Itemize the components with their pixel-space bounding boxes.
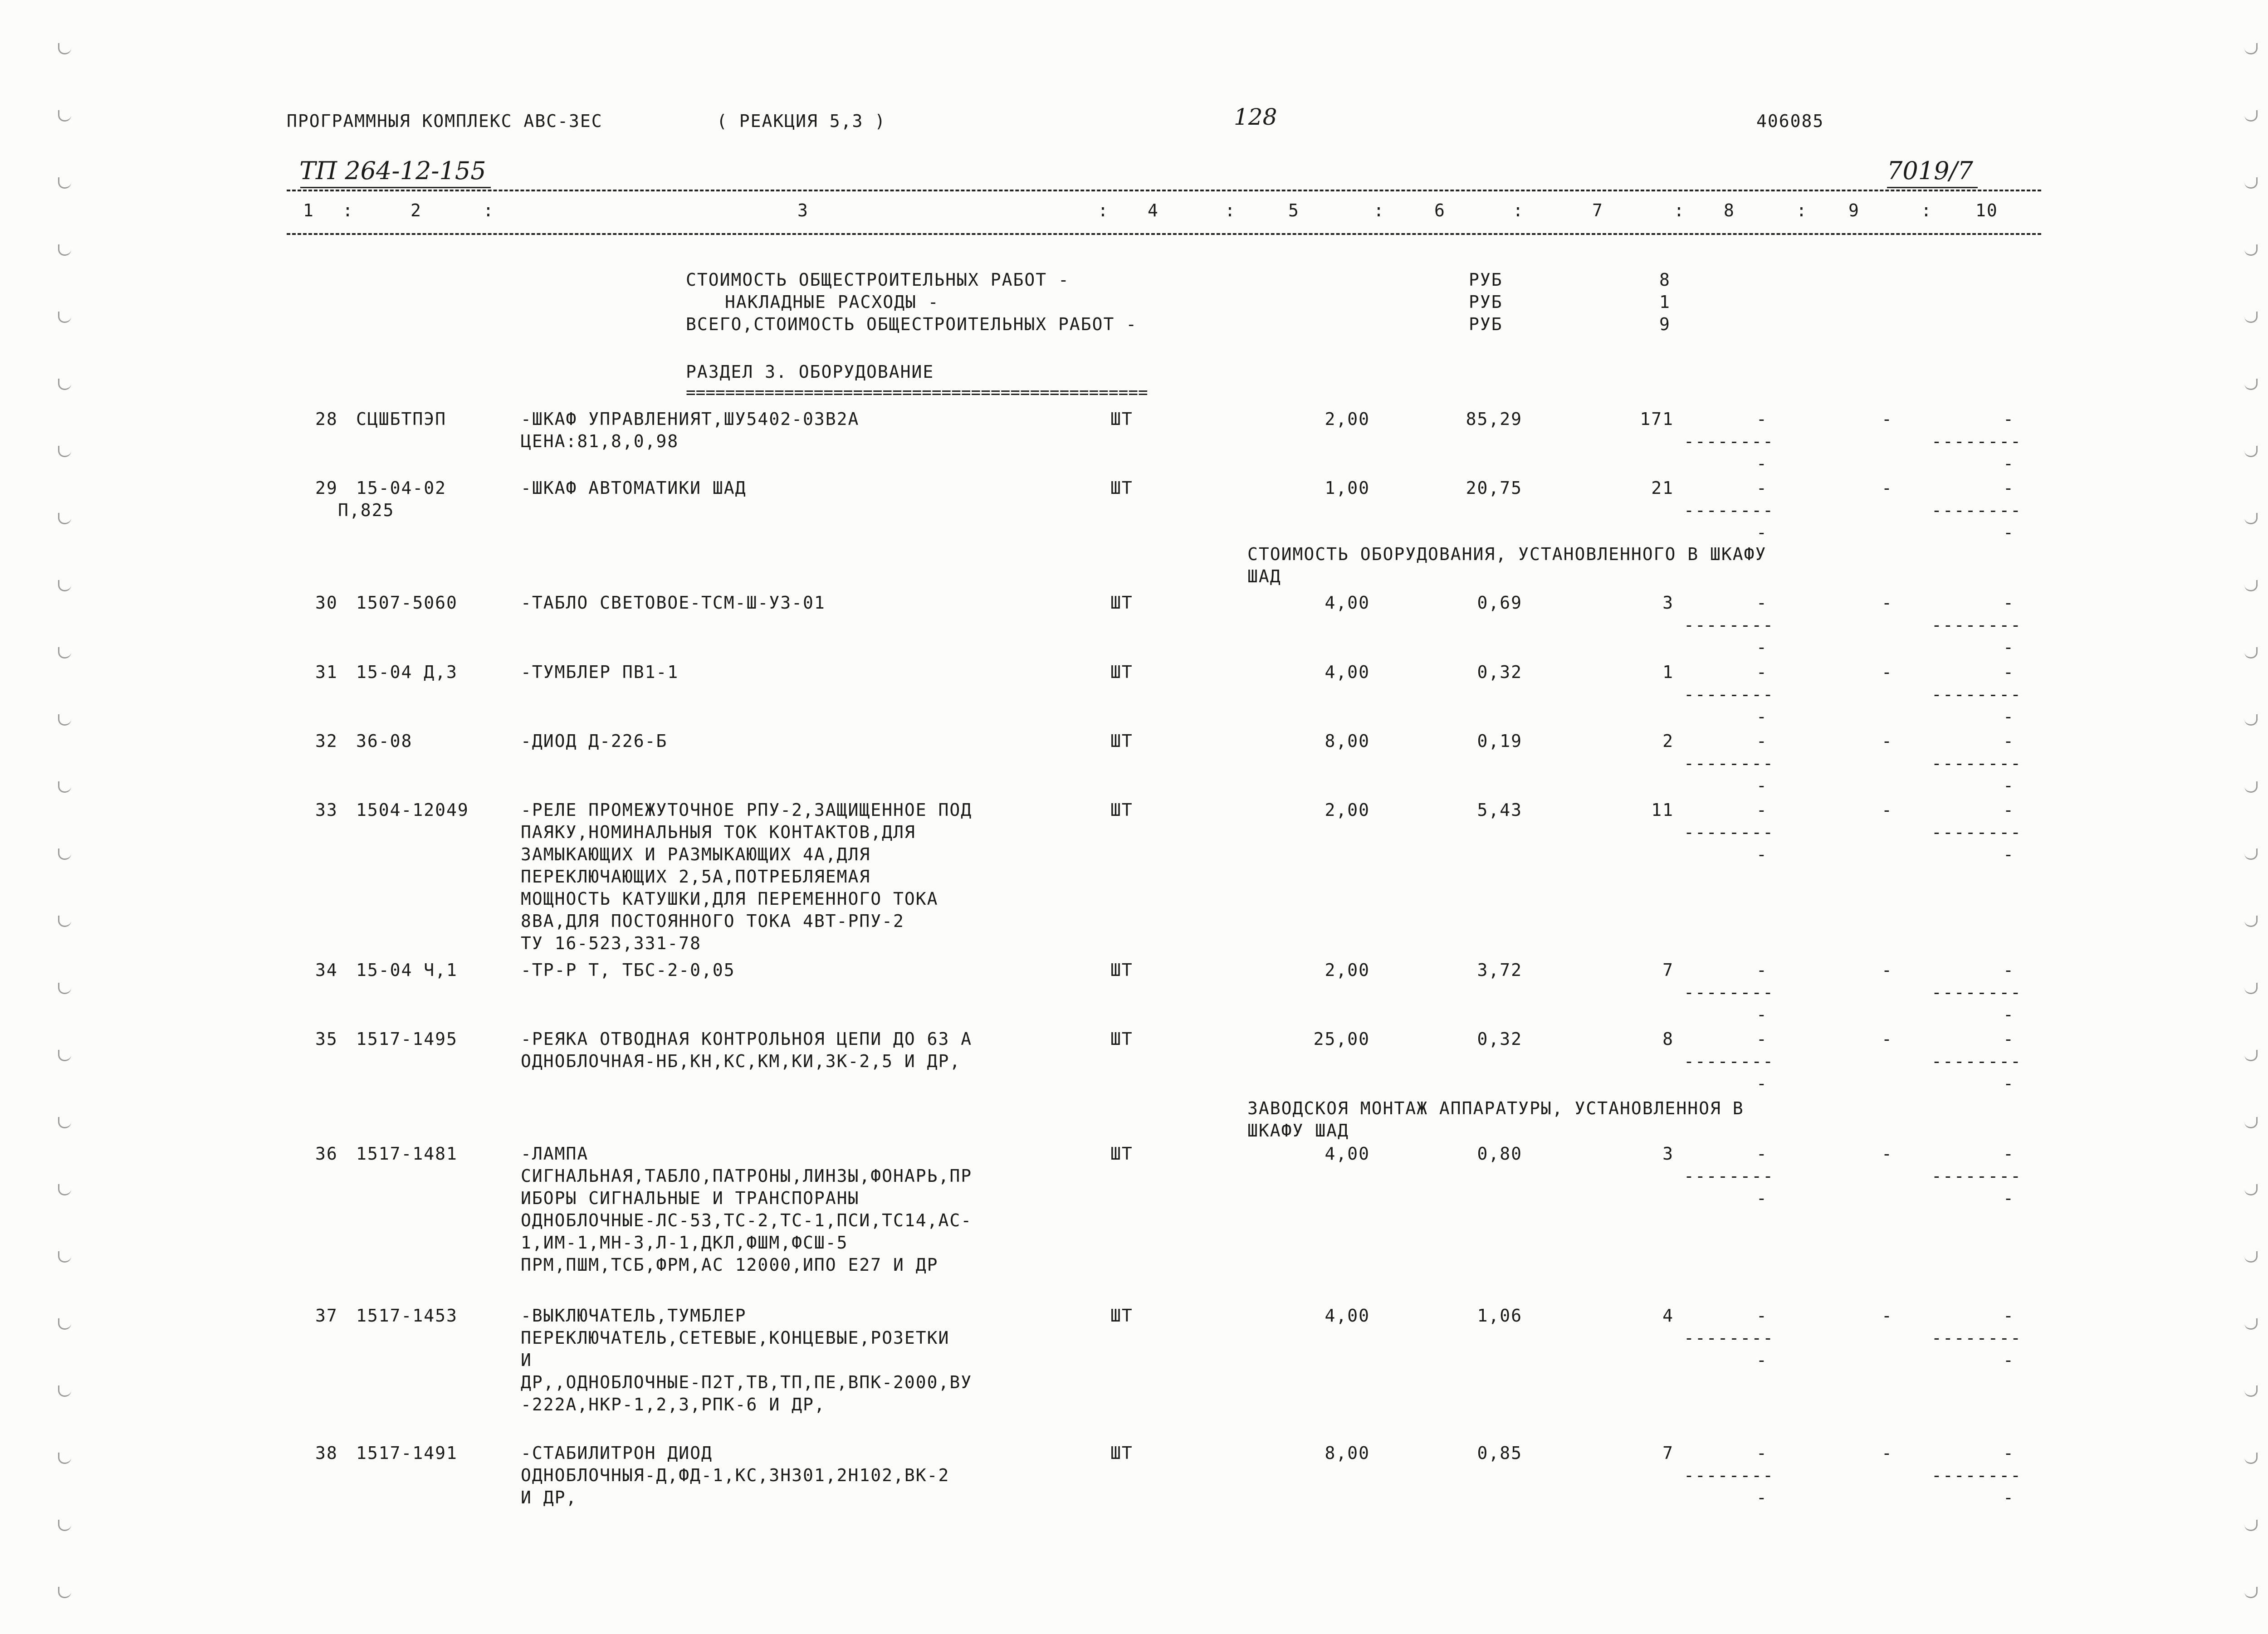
- item-description: -ВЫКЛЮЧАТЕЛЬ,ТУМБЛЕР: [521, 1306, 747, 1326]
- perforation-hole: [58, 1587, 71, 1598]
- item-total: 4: [1662, 1306, 1674, 1326]
- total-value: 8: [1659, 270, 1671, 290]
- empty-mark: --------: [1684, 982, 1774, 1002]
- item-description: -ЛАМПА: [521, 1144, 589, 1164]
- perforation-hole: [58, 43, 71, 54]
- empty-mark: -: [2003, 662, 2014, 682]
- item-code: 15-04 Д,3: [356, 662, 458, 682]
- item-number: 38: [315, 1443, 338, 1463]
- item-description: -ТАБЛО СВЕТОВОЕ-ТСМ-Ш-У3-01: [521, 593, 826, 613]
- empty-mark: -: [1882, 662, 1893, 682]
- perforation-hole: [58, 849, 71, 860]
- empty-mark: --------: [1931, 982, 2022, 1002]
- item-unit: ШТ: [1110, 409, 1133, 429]
- perforation-hole: [58, 1184, 71, 1195]
- perforation-hole: [2244, 781, 2258, 793]
- item-qty: 25,00: [1313, 1029, 1370, 1049]
- item-description: ТУ 16-523,331-78: [521, 933, 702, 953]
- empty-mark: -: [2003, 637, 2014, 657]
- column-number: 6: [1434, 200, 1446, 220]
- empty-mark: -: [1756, 1005, 1768, 1024]
- empty-mark: -: [1882, 593, 1893, 613]
- item-description: -РЕЯКА ОТВОДНАЯ КОНТРОЛЬНОЯ ЦЕПИ ДО 63 А: [521, 1029, 973, 1049]
- column-separator: :: [1674, 200, 1685, 220]
- item-qty: 8,00: [1325, 731, 1370, 751]
- perforation-hole: [58, 983, 71, 994]
- item-description: -222А,НКР-1,2,3,РПК-6 И ДР,: [521, 1395, 826, 1415]
- empty-mark: -: [2003, 731, 2014, 751]
- perforation-hole: [58, 312, 71, 323]
- item-code: 1517-1491: [356, 1443, 458, 1463]
- perforation-hole: [2244, 1587, 2258, 1598]
- item-description: 1,ИМ-1,МН-3,Л-1,ДКЛ,ФШМ,ФСШ-5: [521, 1233, 848, 1253]
- empty-mark: --------: [1931, 615, 2022, 635]
- column-separator: :: [1921, 200, 1932, 220]
- perforation-hole: [2244, 43, 2258, 54]
- perforation-hole: [2244, 1050, 2258, 1061]
- perforation-hole: [2244, 916, 2258, 927]
- empty-mark: -: [1882, 409, 1893, 429]
- perforation-hole: [2244, 580, 2258, 591]
- total-label: ВСЕГО,СТОИМОСТЬ ОБЩЕСТРОИТЕЛЬНЫХ РАБОТ -: [686, 314, 1138, 334]
- item-code: СЦШБТПЭП: [356, 409, 447, 429]
- perforation-hole: [2244, 177, 2258, 189]
- empty-mark: -: [2003, 960, 2014, 980]
- note-line: ЗАВОДСКОЯ МОНТАЖ АППАРАТУРЫ, УСТАНОВЛЕННОЯ В: [1247, 1098, 1744, 1118]
- item-unit: ШТ: [1110, 731, 1133, 751]
- item-description: -РЕЛЕ ПРОМЕЖУТОЧНОЕ РПУ-2,ЗАЩИЩЕННОЕ ПОД: [521, 800, 973, 820]
- empty-mark: -: [2003, 478, 2014, 498]
- item-price: 0,85: [1477, 1443, 1522, 1463]
- empty-mark: -: [2003, 707, 2014, 727]
- item-total: 171: [1640, 409, 1674, 429]
- column-separator: :: [342, 200, 354, 220]
- empty-mark: --------: [1684, 1328, 1774, 1348]
- note-line: СТОИМОСТЬ ОБОРУДОВАНИЯ, УСТАНОВЛЕННОГО В ШКАФУ: [1247, 544, 1767, 564]
- item-unit: ШТ: [1110, 1029, 1133, 1049]
- perforation-hole: [58, 513, 71, 524]
- empty-mark: --------: [1931, 684, 2022, 704]
- item-number: 35: [315, 1029, 338, 1049]
- column-separator: :: [1098, 200, 1109, 220]
- item-description: -ТР-Р Т, ТБС-2-0,05: [521, 960, 735, 980]
- item-total: 21: [1651, 478, 1674, 498]
- note-line: ШКАФУ ШАД: [1247, 1121, 1349, 1141]
- item-price: 0,32: [1477, 1029, 1522, 1049]
- section-title: РАЗДЕЛ 3. ОБОРУДОВАНИЕ: [686, 362, 934, 382]
- item-description: ДР,,ОДНОБЛОЧНЫЕ-П2Т,ТВ,ТП,ПЕ,ВПК-2000,ВУ: [521, 1372, 973, 1392]
- item-price: 0,80: [1477, 1144, 1522, 1164]
- item-description: -ДИОД Д-226-Б: [521, 731, 668, 751]
- perforation-hole: [58, 1453, 71, 1464]
- item-price: 0,19: [1477, 731, 1522, 751]
- item-unit: ШТ: [1110, 478, 1133, 498]
- perforation-hole: [58, 916, 71, 927]
- perforation-hole: [58, 1385, 71, 1397]
- perforation-hole: [2244, 983, 2258, 994]
- item-qty: 4,00: [1325, 593, 1370, 613]
- item-code: 15-04-02: [356, 478, 447, 498]
- empty-mark: -: [2003, 1005, 2014, 1024]
- perforation-hole: [2244, 647, 2258, 658]
- section-underline: ===============================================: [686, 383, 1148, 402]
- perforation-hole: [2244, 1318, 2258, 1330]
- item-description: И ДР,: [521, 1488, 577, 1507]
- item-code: 1507-5060: [356, 593, 458, 613]
- perforation-hole: [2244, 110, 2258, 122]
- empty-mark: --------: [1931, 753, 2022, 773]
- empty-mark: --------: [1684, 753, 1774, 773]
- item-description: 8ВА,ДЛЯ ПОСТОЯННОГО ТОКА 4ВТ-РПУ-2: [521, 911, 904, 931]
- empty-mark: -: [1756, 1306, 1768, 1326]
- perforation-hole: [2244, 849, 2258, 860]
- empty-mark: -: [1756, 731, 1768, 751]
- perforation-hole: [2244, 513, 2258, 524]
- item-price: 0,32: [1477, 662, 1522, 682]
- sheet-reference: 7019/7: [1887, 156, 1973, 185]
- item-number: 29: [315, 478, 338, 498]
- item-number: 36: [315, 1144, 338, 1164]
- project-code-underline: [300, 187, 491, 188]
- column-number: 10: [1975, 200, 1998, 220]
- header-rule-bottom: [287, 233, 2041, 235]
- empty-mark: --------: [1684, 684, 1774, 704]
- item-code: 1517-1481: [356, 1144, 458, 1164]
- empty-mark: --------: [1684, 1051, 1774, 1071]
- item-price: 3,72: [1477, 960, 1522, 980]
- perforation-hole: [2244, 446, 2258, 457]
- item-code: 1504-12049: [356, 800, 469, 820]
- sheet-reference-underline: [1887, 187, 1978, 188]
- empty-mark: -: [2003, 409, 2014, 429]
- empty-mark: -: [1756, 522, 1768, 542]
- item-number: 34: [315, 960, 338, 980]
- item-unit: ШТ: [1110, 800, 1133, 820]
- empty-mark: --------: [1684, 615, 1774, 635]
- perforation-hole: [2244, 244, 2258, 256]
- item-description: -ШКАФ УПРАВЛЕНИЯТ,ШУ5402-03В2А: [521, 409, 860, 429]
- empty-mark: -: [1756, 844, 1768, 864]
- perforation-hole: [58, 714, 71, 726]
- column-number: 1: [303, 200, 314, 220]
- empty-mark: -: [2003, 454, 2014, 473]
- empty-mark: -: [1756, 478, 1768, 498]
- empty-mark: -: [2003, 776, 2014, 795]
- empty-mark: --------: [1684, 822, 1774, 842]
- item-total: 3: [1662, 1144, 1674, 1164]
- header-rule-top: [287, 190, 2041, 191]
- item-description: ПЕРЕКЛЮЧАЮЩИХ 2,5А,ПОТРЕБЛЯЕМАЯ: [521, 867, 871, 887]
- item-price: 5,43: [1477, 800, 1522, 820]
- item-qty: 2,00: [1325, 800, 1370, 820]
- item-number: 31: [315, 662, 338, 682]
- perforation-hole: [58, 110, 71, 122]
- empty-mark: --------: [1931, 1328, 2022, 1348]
- edition-label: ( РЕАКЦИЯ 5,3 ): [717, 111, 886, 131]
- note-line: ШАД: [1247, 566, 1281, 586]
- perforation-hole: [58, 1318, 71, 1330]
- empty-mark: --------: [1931, 1465, 2022, 1485]
- item-description: ОДНОБЛОЧНАЯ-НБ,КН,КС,КМ,КИ,ЗК-2,5 И ДР,: [521, 1051, 961, 1071]
- item-number: 37: [315, 1306, 338, 1326]
- item-total: 7: [1662, 960, 1674, 980]
- item-number: 32: [315, 731, 338, 751]
- empty-mark: -: [1756, 1350, 1768, 1370]
- perforation-hole: [2244, 312, 2258, 323]
- item-description: -ШКАФ АВТОМАТИКИ ШАД: [521, 478, 747, 498]
- column-separator: :: [1796, 200, 1808, 220]
- empty-mark: -: [1882, 960, 1893, 980]
- empty-mark: -: [2003, 1073, 2014, 1093]
- perforation-hole: [58, 244, 71, 256]
- empty-mark: -: [1882, 800, 1893, 820]
- empty-mark: -: [1756, 454, 1768, 473]
- perforation-hole: [58, 379, 71, 390]
- column-number: 5: [1288, 200, 1300, 220]
- item-code: П,825: [338, 500, 395, 520]
- empty-mark: -: [2003, 1488, 2014, 1507]
- empty-mark: --------: [1931, 1051, 2022, 1071]
- item-qty: 4,00: [1325, 662, 1370, 682]
- empty-mark: --------: [1684, 431, 1774, 451]
- perforation-hole: [2244, 1453, 2258, 1464]
- empty-mark: -: [1756, 593, 1768, 613]
- empty-mark: -: [2003, 1443, 2014, 1463]
- item-description: ПРМ,ПШМ,ТСБ,ФРМ,АС 12000,ИПО Е27 И ДР: [521, 1255, 938, 1275]
- page-number: 128: [1234, 104, 1277, 130]
- item-total: 8: [1662, 1029, 1674, 1049]
- item-description: СИГНАЛЬНАЯ,ТАБЛО,ПАТРОНЫ,ЛИНЗЫ,ФОНАРЬ,ПР: [521, 1166, 973, 1186]
- perforation-hole: [58, 580, 71, 591]
- item-description: ОДНОБЛОЧНЫЯ-Д,ФД-1,КС,3Н301,2Н102,ВК-2: [521, 1465, 950, 1485]
- item-description: ЦЕНА:81,8,0,98: [521, 431, 679, 451]
- empty-mark: -: [2003, 800, 2014, 820]
- item-description: И: [521, 1350, 532, 1370]
- program-name: ПРОГРАММНЫЯ КОМПЛЕКС АВС-3ЕС: [287, 111, 603, 131]
- empty-mark: --------: [1931, 431, 2022, 451]
- item-code: 1517-1495: [356, 1029, 458, 1049]
- empty-mark: -: [2003, 844, 2014, 864]
- item-price: 85,29: [1466, 409, 1522, 429]
- item-number: 28: [315, 409, 338, 429]
- perforation-hole: [2244, 714, 2258, 726]
- item-description: ПАЯКУ,НОМИНАЛЬНЫЯ ТОК КОНТАКТОВ,ДЛЯ: [521, 822, 916, 842]
- item-description: МОЩНОСТЬ КАТУШКИ,ДЛЯ ПЕРЕМЕННОГО ТОКА: [521, 889, 938, 909]
- item-description: -ТУМБЛЕР ПВ1-1: [521, 662, 679, 682]
- column-number: 4: [1148, 200, 1159, 220]
- empty-mark: -: [1882, 731, 1893, 751]
- item-unit: ШТ: [1110, 1443, 1133, 1463]
- empty-mark: -: [1756, 800, 1768, 820]
- empty-mark: -: [1756, 776, 1768, 795]
- empty-mark: -: [1882, 478, 1893, 498]
- item-qty: 8,00: [1325, 1443, 1370, 1463]
- item-total: 1: [1662, 662, 1674, 682]
- item-code: 1517-1453: [356, 1306, 458, 1326]
- perforation-hole: [58, 1117, 71, 1128]
- empty-mark: -: [1756, 1488, 1768, 1507]
- empty-mark: -: [1882, 1144, 1893, 1164]
- item-price: 0,69: [1477, 593, 1522, 613]
- perforation-hole: [2244, 1184, 2258, 1195]
- column-separator: :: [1513, 200, 1524, 220]
- perforation-hole: [2244, 1385, 2258, 1397]
- empty-mark: -: [1756, 409, 1768, 429]
- column-separator: :: [1374, 200, 1385, 220]
- empty-mark: -: [1756, 1073, 1768, 1093]
- total-value: 9: [1659, 314, 1671, 334]
- column-number: 7: [1592, 200, 1603, 220]
- item-description: ОДНОБЛОЧНЫЕ-ЛС-53,ТС-2,ТС-1,ПСИ,ТС14,АС-: [521, 1210, 973, 1230]
- perforation-hole: [58, 781, 71, 793]
- item-price: 20,75: [1466, 478, 1522, 498]
- item-qty: 2,00: [1325, 960, 1370, 980]
- empty-mark: -: [2003, 1306, 2014, 1326]
- total-value: 1: [1659, 292, 1671, 312]
- empty-mark: -: [2003, 1144, 2014, 1164]
- item-qty: 4,00: [1325, 1144, 1370, 1164]
- total-unit: РУБ: [1469, 314, 1503, 334]
- perforation-hole: [58, 1251, 71, 1263]
- column-number: 3: [797, 200, 809, 220]
- item-qty: 2,00: [1325, 409, 1370, 429]
- item-price: 1,06: [1477, 1306, 1522, 1326]
- empty-mark: -: [1756, 637, 1768, 657]
- empty-mark: --------: [1931, 1166, 2022, 1186]
- empty-mark: -: [1756, 1443, 1768, 1463]
- perforation-hole: [58, 647, 71, 658]
- empty-mark: -: [1756, 960, 1768, 980]
- empty-mark: -: [2003, 1029, 2014, 1049]
- column-separator: :: [483, 200, 494, 220]
- item-unit: ШТ: [1110, 960, 1133, 980]
- empty-mark: -: [1756, 1188, 1768, 1208]
- total-label: СТОИМОСТЬ ОБЩЕСТРОИТЕЛЬНЫХ РАБОТ -: [686, 270, 1070, 290]
- item-description: ИБОРЫ СИГНАЛЬНЫЕ И ТРАНСПОРАНЫ: [521, 1188, 860, 1208]
- document-number: 406085: [1756, 111, 1824, 131]
- item-unit: ШТ: [1110, 662, 1133, 682]
- column-number: 2: [411, 200, 422, 220]
- empty-mark: -: [2003, 1350, 2014, 1370]
- perforation-hole: [58, 177, 71, 189]
- item-number: 33: [315, 800, 338, 820]
- perforation-hole: [2244, 1251, 2258, 1263]
- item-total: 3: [1662, 593, 1674, 613]
- total-unit: РУБ: [1469, 270, 1503, 290]
- perforation-hole: [58, 446, 71, 457]
- empty-mark: --------: [1931, 822, 2022, 842]
- empty-mark: -: [1756, 1144, 1768, 1164]
- item-code: 36-08: [356, 731, 413, 751]
- item-total: 7: [1662, 1443, 1674, 1463]
- project-code: ТП 264-12-155: [299, 156, 486, 185]
- empty-mark: -: [2003, 1188, 2014, 1208]
- empty-mark: --------: [1684, 500, 1774, 520]
- empty-mark: -: [1882, 1306, 1893, 1326]
- total-label: НАКЛАДНЫЕ РАСХОДЫ -: [725, 292, 939, 312]
- item-unit: ШТ: [1110, 1144, 1133, 1164]
- item-unit: ШТ: [1110, 593, 1133, 613]
- empty-mark: -: [2003, 593, 2014, 613]
- item-description: ЗАМЫКАЮЩИХ И РАЗМЫКАЮЩИХ 4А,ДЛЯ: [521, 844, 871, 864]
- perforation-hole: [2244, 1117, 2258, 1128]
- empty-mark: -: [1756, 1029, 1768, 1049]
- perforation-hole: [58, 1520, 71, 1531]
- item-unit: ШТ: [1110, 1306, 1133, 1326]
- empty-mark: -: [1882, 1443, 1893, 1463]
- item-total: 2: [1662, 731, 1674, 751]
- total-unit: РУБ: [1469, 292, 1503, 312]
- empty-mark: --------: [1931, 500, 2022, 520]
- perforation-hole: [2244, 1520, 2258, 1531]
- item-description: -СТАБИЛИТРОН ДИОД: [521, 1443, 713, 1463]
- empty-mark: -: [1882, 1029, 1893, 1049]
- item-code: 15-04 Ч,1: [356, 960, 458, 980]
- empty-mark: -: [2003, 522, 2014, 542]
- item-total: 11: [1651, 800, 1674, 820]
- column-separator: :: [1225, 200, 1236, 220]
- item-qty: 4,00: [1325, 1306, 1370, 1326]
- empty-mark: --------: [1684, 1166, 1774, 1186]
- perforation-hole: [58, 1050, 71, 1061]
- item-description: ПЕРЕКЛЮЧАТЕЛЬ,СЕТЕВЫЕ,КОНЦЕВЫЕ,РОЗЕТКИ: [521, 1328, 950, 1348]
- item-qty: 1,00: [1325, 478, 1370, 498]
- empty-mark: -: [1756, 662, 1768, 682]
- item-number: 30: [315, 593, 338, 613]
- empty-mark: -: [1756, 707, 1768, 727]
- column-number: 9: [1848, 200, 1860, 220]
- empty-mark: --------: [1684, 1465, 1774, 1485]
- perforation-hole: [2244, 379, 2258, 390]
- column-number: 8: [1724, 200, 1735, 220]
